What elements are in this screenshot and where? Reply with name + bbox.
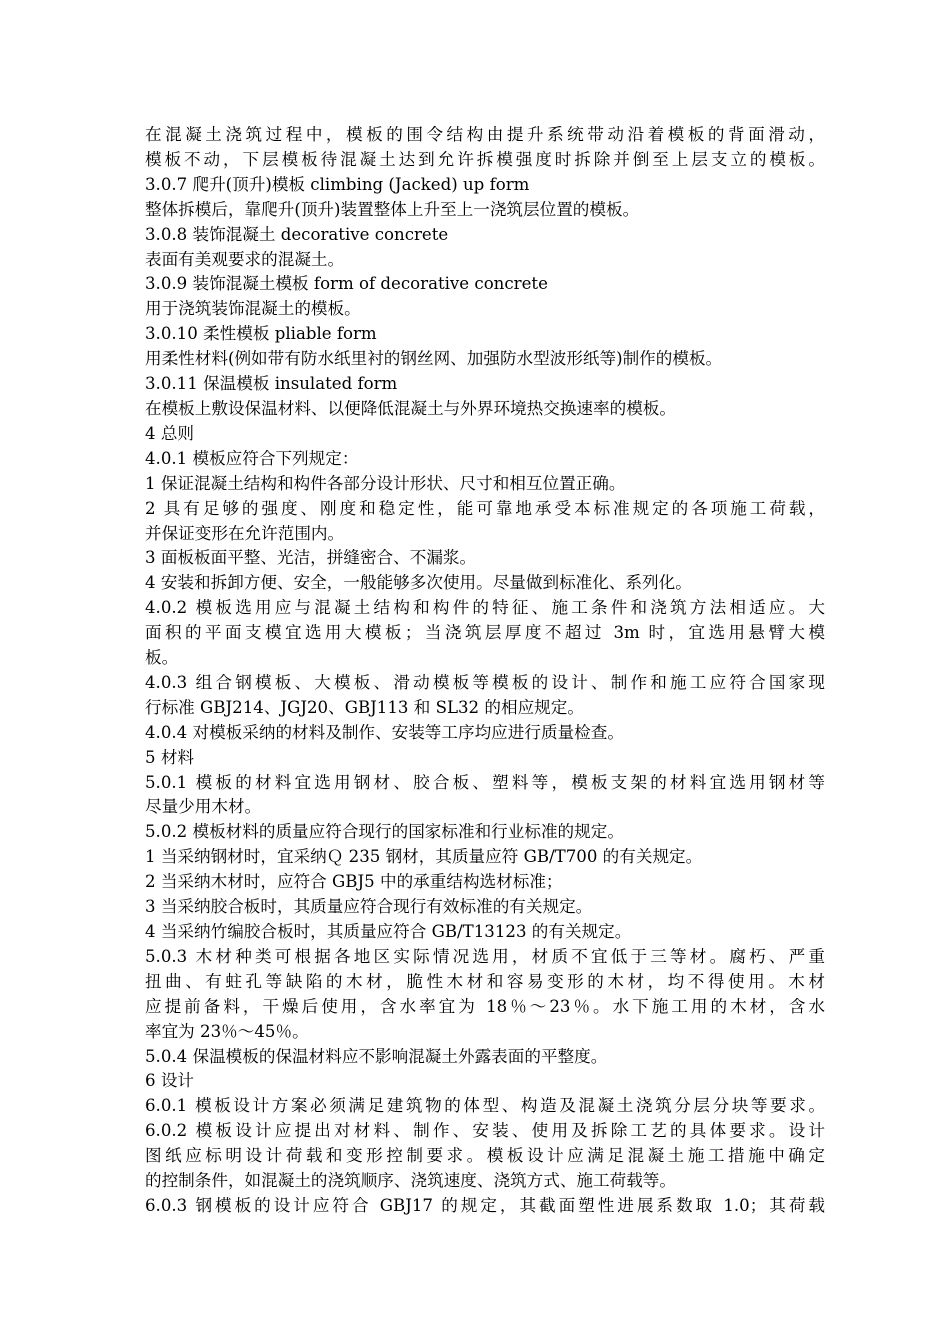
text-line: 3.0.11 保温模板 insulated form: [145, 374, 398, 394]
text-line: 3.0.9 装饰混凝土模板 form of decorative concrete: [145, 274, 548, 294]
text-line: 的控制条件，如混凝土的浇筑顺序、浇筑速度、浇筑方式、施工荷载等。: [145, 1171, 676, 1191]
text-line: 4 总则: [145, 423, 195, 443]
text-line: 模板不动，下层模板待混凝土达到允许拆模强度时拆除并倒至上层支立的模板。: [145, 149, 825, 169]
text-line: 整体拆模后，靠爬升(顶升)装置整体上升至上一浇筑层位置的模板。: [145, 199, 640, 219]
text-line: 5 材料: [145, 747, 195, 767]
text-line: 4.0.2 模板选用应与混凝土结构和构件的特征、施工条件和浇筑方法相适应。大: [145, 598, 825, 618]
text-line: 3.0.8 装饰混凝土 decorative concrete: [145, 224, 449, 244]
text-line: 尽量少用木材。: [145, 797, 262, 817]
text-line: 6.0.2 模板设计应提出对材料、制作、安装、使用及拆除工艺的具体要求。设计: [145, 1121, 825, 1141]
text-line: 5.0.3 木材种类可根据各地区实际情况选用，材质不宜低于三等材。腐朽、严重: [145, 946, 825, 966]
text-line: 5.0.1 模板的材料宜选用钢材、胶合板、塑料等，模板支架的材料宜选用钢材等: [145, 772, 825, 792]
text-line: 在混凝土浇筑过程中，模板的围令结构由提升系统带动沿着模板的背面滑动，: [145, 125, 825, 144]
text-line: 2 具有足够的强度、刚度和稳定性，能可靠地承受本标准规定的各项施工荷载，: [145, 498, 825, 518]
text-line: 3 当采纳胶合板时，其质量应符合现行有效标准的有关规定。: [145, 897, 593, 917]
text-line: 4.0.4 对模板采纳的材料及制作、安装等工序均应进行质量检查。: [145, 722, 624, 742]
text-line: 板。: [145, 648, 179, 668]
text-line: 5.0.4 保温模板的保温材料应不影响混凝土外露表面的平整度。: [145, 1046, 608, 1066]
text-line: 在模板上敷设保温材料、以便降低混凝土与外界环境热交换速率的模板。: [145, 398, 676, 418]
text-line: 3 面板板面平整、光洁，拼缝密合、不漏浆。: [145, 548, 477, 568]
text-line: 用柔性材料(例如带有防水纸里衬的钢丝网、加强防水型波形纸等)制作的模板。: [145, 349, 723, 369]
text-line: 1 当采纳钢材时，宜采纳Ｑ 235 钢材，其质量应符 GB/T700 的有关规定。: [145, 847, 703, 867]
text-line: 应提前备料，干燥后使用，含水率宜为 18％～23％。水下施工用的木材，含水: [145, 996, 825, 1016]
text-line: 用于浇筑装饰混凝土的模板。: [145, 299, 361, 319]
text-line: 表面有美观要求的混凝土。: [145, 249, 345, 269]
text-line: 5.0.2 模板材料的质量应符合现行的国家标准和行业标准的规定。: [145, 822, 624, 842]
text-line: 4 当采纳竹编胶合板时，其质量应符合 GB/T13123 的有关规定。: [145, 922, 632, 941]
text-line: 6.0.3 钢模板的设计应符合 GBJ17 的规定，其截面塑性进展系数取 1.0；其荷载: [145, 1195, 825, 1215]
text-line: 3.0.7 爬升(顶升)模板 climbing (Jacked) up form: [145, 174, 530, 194]
text-line: 4.0.3 组合钢模板、大模板、滑动模板等模板的设计、制作和施工应符合国家现: [145, 672, 825, 692]
text-line: 图纸应标明设计荷载和变形控制要求。模板设计应满足混凝土施工措施中确定: [145, 1146, 825, 1166]
text-line: 6.0.1 模板设计方案必须满足建筑物的体型、构造及混凝土浇筑分层分块等要求。: [145, 1096, 825, 1116]
text-line: 率宜为 23％～45％。: [145, 1021, 309, 1041]
text-line: 并保证变形在允许范围内。: [145, 523, 345, 543]
text-line: 4.0.1 模板应符合下列规定：: [145, 448, 359, 468]
text-line: 扭曲、有蛀孔等缺陷的木材，脆性木材和容易变形的木材，均不得使用。木材: [145, 971, 825, 991]
text-line: 行标准 GBJ214、JGJ20、GBJ113 和 SL32 的相应规定。: [145, 697, 584, 717]
text-line: 4 安装和拆卸方便、安全，一般能够多次使用。尽量做到标准化、系列化。: [145, 573, 692, 593]
text-line: 2 当采纳木材时，应符合 GBJ5 中的承重结构选材标准；: [145, 872, 563, 892]
text-line: 1 保证混凝土结构和构件各部分设计形状、尺寸和相互位置正确。: [145, 473, 626, 493]
document-body: [145, 123, 825, 1219]
text-line: 面积的平面支模宜选用大模板；当浇筑层厚度不超过 3m 时，宜选用悬臂大模: [145, 623, 825, 643]
text-line: 6 设计: [145, 1071, 195, 1091]
text-line: 3.0.10 柔性模板 pliable form: [145, 324, 377, 344]
